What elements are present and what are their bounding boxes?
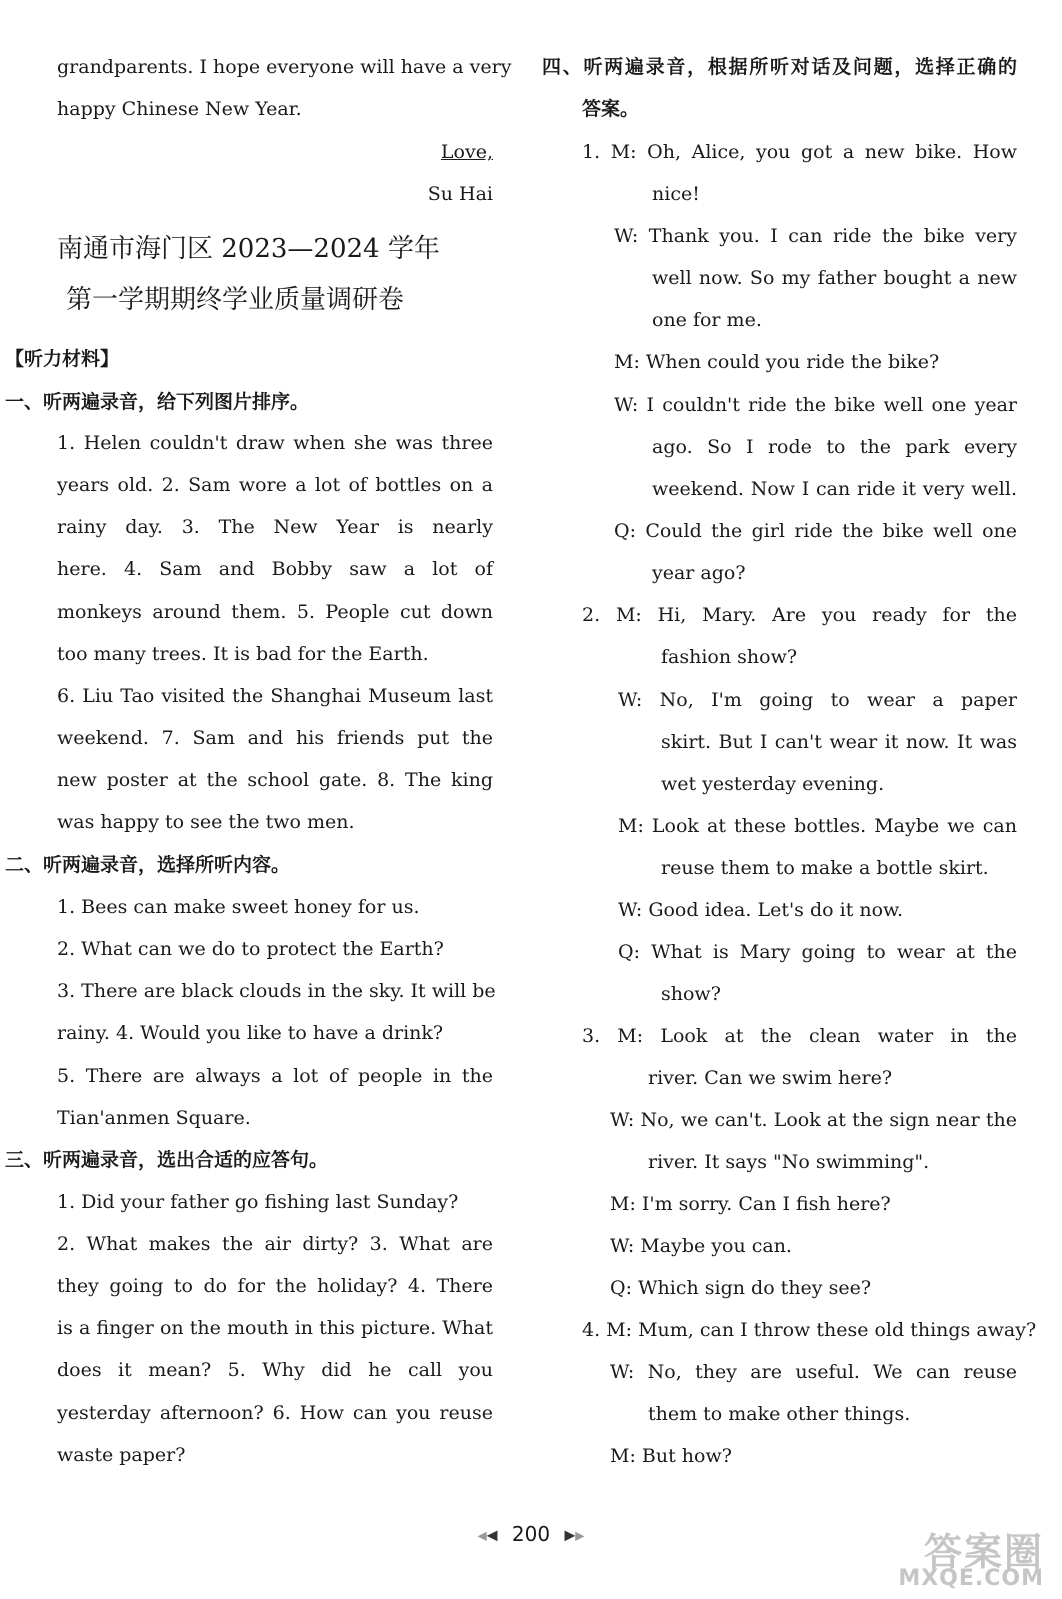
dialog-line: well now. So my father bought a new: [652, 267, 1017, 289]
letter-closing: Love,: [440, 141, 493, 163]
watermark-text-bottom: MXQE.COM: [898, 1566, 1044, 1591]
section3-line: yesterday afternoon? 6. How can you reuse: [57, 1402, 493, 1424]
dialog-line: 3. M: Look at the clean water in the: [582, 1025, 1017, 1047]
dialog-line: river. Can we swim here?: [648, 1067, 893, 1089]
watermark-text-top: 答案圈: [923, 1530, 1044, 1574]
dialog-line: show?: [661, 983, 721, 1005]
section1-line: 6. Liu Tao visited the Shanghai Museum last: [57, 685, 493, 707]
section1-line: weekend. 7. Sam and his friends put the: [57, 727, 493, 749]
prev-faint-arrow-icon: ◀: [477, 1528, 487, 1543]
dialog-line: year ago?: [652, 562, 746, 584]
dialog-line: Q: Which sign do they see?: [610, 1277, 871, 1299]
section3-line: they going to do for the holiday? 4. There: [57, 1275, 493, 1297]
section4-heading: 四、听两遍录音，根据所听对话及问题，选择正确的: [542, 56, 1017, 78]
next-arrow-icon: ▶: [564, 1527, 576, 1544]
dialog-line: fashion show?: [661, 646, 798, 668]
dialog-line: skirt. But I can't wear it now. It was: [661, 731, 1017, 753]
prev-arrow-icon: ◀: [486, 1527, 498, 1544]
section2-line: Tian'anmen Square.: [57, 1107, 251, 1129]
section2-heading: 二、听两遍录音，选择所听内容。: [5, 854, 291, 876]
watermark-logo: [884, 1521, 1044, 1591]
section1-line: monkeys around them. 5. People cut down: [57, 601, 493, 623]
dialog-line: W: Good idea. Let's do it now.: [618, 899, 904, 921]
dialog-line: M: I'm sorry. Can I fish here?: [610, 1193, 891, 1215]
dialog-line: W: No, I'm going to wear a paper: [618, 689, 1017, 711]
section1-line: too many trees. It is bad for the Earth.: [57, 643, 429, 665]
dialog-line: 2. M: Hi, Mary. Are you ready for the: [582, 604, 1017, 626]
section2-line: rainy. 4. Would you like to have a drink?: [57, 1022, 444, 1044]
dialog-line: M: Look at these bottles. Maybe we can: [618, 815, 1017, 837]
dialog-line: one for me.: [652, 309, 762, 331]
dialog-line: M: When could you ride the bike?: [614, 351, 940, 373]
exam-title-line2: 第一学期期终学业质量调研卷: [66, 285, 405, 315]
section1-line: new poster at the school gate. 8. The king: [57, 769, 493, 791]
dialog-line: W: No, they are useful. We can reuse: [610, 1361, 1017, 1383]
letter-line: happy Chinese New Year.: [57, 98, 302, 120]
section2-line: 2. What can we do to protect the Earth?: [57, 938, 444, 960]
dialog-line: 1. M: Oh, Alice, you got a new bike. How: [582, 141, 1017, 163]
section1-heading: 一、听两遍录音，给下列图片排序。: [5, 391, 310, 413]
section1-line: here. 4. Sam and Bobby saw a lot of: [57, 558, 493, 580]
section1-line: years old. 2. Sam wore a lot of bottles on a: [57, 474, 493, 496]
section3-heading: 三、听两遍录音，选出合适的应答句。: [5, 1149, 329, 1171]
dialog-line: W: No, we can't. Look at the sign near the: [610, 1109, 1017, 1131]
dialog-line: wet yesterday evening.: [661, 773, 885, 795]
section1-line: was happy to see the two men.: [57, 811, 355, 833]
dialog-line: Q: Could the girl ride the bike well one: [614, 520, 1017, 542]
dialog-line: ago. So I rode to the park every: [652, 436, 1017, 458]
section-header-listening: 【听力材料】: [5, 348, 120, 370]
dialog-line: nice!: [652, 183, 700, 205]
letter-line: grandparents. I hope everyone will have a very: [57, 56, 512, 78]
section3-line: is a finger on the mouth in this picture. What: [57, 1317, 493, 1339]
page-number: 200: [511, 1522, 551, 1546]
dialog-line: M: But how?: [610, 1445, 732, 1467]
section3-line: 2. What makes the air dirty? 3. What are: [57, 1233, 493, 1255]
dialog-line: W: Maybe you can.: [610, 1235, 792, 1257]
section2-line: 5. There are always a lot of people in the: [57, 1065, 493, 1087]
dialog-line: river. It says "No swimming".: [648, 1151, 930, 1173]
next-faint-arrow-icon: ▶: [575, 1528, 585, 1543]
section3-line: waste paper?: [57, 1444, 186, 1466]
section1-line: rainy day. 3. The New Year is nearly: [57, 516, 493, 538]
dialog-line: reuse them to make a bottle skirt.: [661, 857, 989, 879]
section3-line: 1. Did your father go fishing last Sunday?: [57, 1191, 459, 1213]
dialog-line: W: I couldn't ride the bike well one year: [614, 394, 1017, 416]
dialog-line: them to make other things.: [648, 1403, 911, 1425]
dialog-line: Q: What is Mary going to wear at the: [618, 941, 1017, 963]
dialog-line: weekend. Now I can ride it very well.: [652, 478, 1017, 500]
exam-title-line1: 南通市海门区 2023—2024 学年: [57, 234, 440, 264]
section2-line: 3. There are black clouds in the sky. It will be: [57, 980, 496, 1002]
section2-line: 1. Bees can make sweet honey for us.: [57, 896, 420, 918]
dialog-line: W: Thank you. I can ride the bike very: [614, 225, 1017, 247]
section1-line: 1. Helen couldn't draw when she was three: [57, 432, 493, 454]
dialog-line: 4. M: Mum, can I throw these old things away?: [582, 1319, 1037, 1341]
letter-signature: Su Hai: [427, 183, 493, 205]
section3-line: does it mean? 5. Why did he call you: [57, 1359, 493, 1381]
section4-heading-cont: 答案。: [582, 98, 640, 120]
